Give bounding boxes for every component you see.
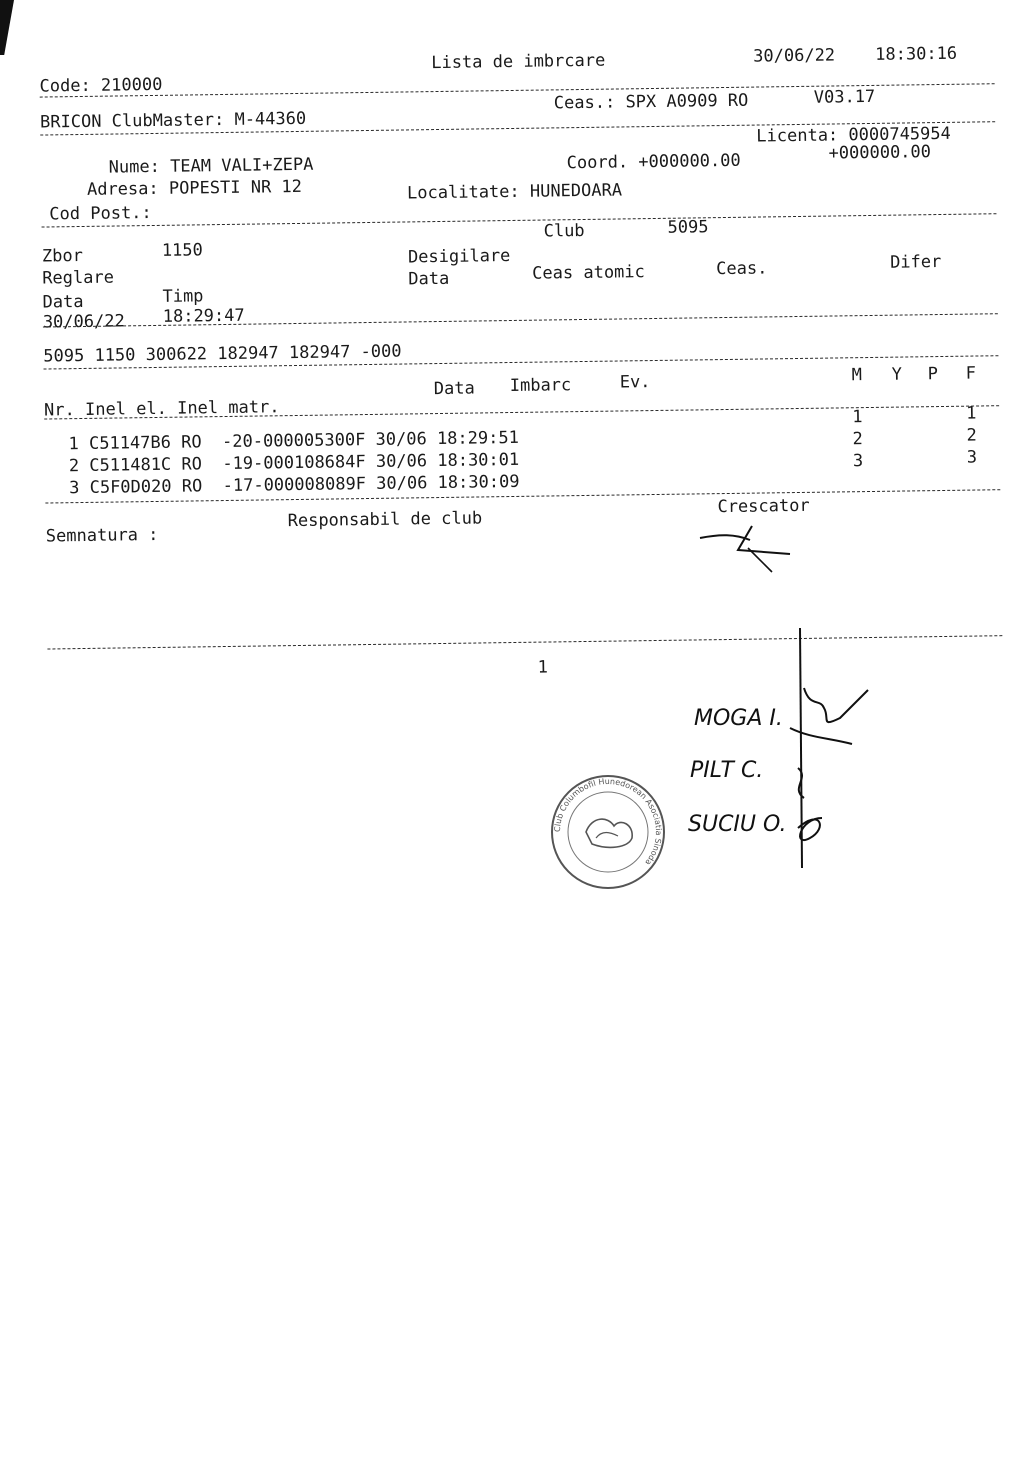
flight-label: Zbor [41,245,84,267]
row-f: 1 [966,403,977,424]
club-responsible-label: Responsabil de club [287,508,483,532]
breeder-label: Crescator [717,495,810,518]
coordinates: Coord. +000000.00 [566,150,741,174]
column-ring: Nr. Inel el. Inel matr. [43,397,280,421]
column-ev: Ev. [619,372,651,393]
row-f: 3 [966,447,978,468]
row-m: 2 [852,429,863,450]
adjust-label: Reglare [42,267,115,289]
clubmaster-field: BRICON ClubMaster: M-44360 [39,108,307,133]
handwritten-name-1: MOGA I. [694,706,783,731]
row-entry: 3 C5F0D020 RO -17-000008089F 30/06 18:30:09 [69,471,520,499]
license-field: Licenta: 0000745954 [756,123,951,147]
row-entry: 2 C511481C RO -19-000108684F 30/06 18:30:01 [68,449,520,477]
print-time: 18:30:16 [875,43,958,65]
coordinates-second: +000000.00 [828,142,932,164]
unseal-label: Desigilare [407,246,511,268]
handwritten-name-3: SUCIU O. [688,812,787,837]
stamp-text: Club Columbofil Hunedorean Asociatia Sinoda [552,776,664,867]
club-value: 5095 [667,217,709,238]
handwritten-name-2: PILT C. [690,758,764,783]
page-number: 1 [537,657,549,678]
locality: Localitate: HUNEDOARA [406,180,623,204]
clock-label: Ceas. [716,258,768,280]
owner-address: Adresa: POPESTI NR 12 [86,176,303,200]
difference-label: Difer [889,251,942,273]
code-line: 5095 1150 300622 182947 182947 -000 [43,341,402,367]
column-f: F [965,363,977,384]
column-boarding: Imbarc [509,375,572,397]
club-label: Club [543,220,585,242]
row-m: 1 [852,407,863,428]
column-m: M [851,365,863,386]
signature-label: Semnatura : [45,524,159,547]
postal-code: Cod Post.: [49,203,152,225]
print-date: 30/06/22 [753,45,836,67]
clock-field: Ceas.: SPX A0909 RO [553,90,749,114]
atomic-clock-label: Ceas atomic [532,262,645,284]
flight-value: 1150 [161,240,203,261]
row-f: 2 [966,425,977,446]
document-title: Lista de imbrcare [431,50,606,74]
club-stamp-icon [548,772,668,892]
date-label: Data [42,291,84,313]
version-field: V03.17 [813,86,876,108]
breeder-signature-icon [690,520,810,580]
unseal-date-label: Data [408,268,450,290]
adjust-date: 30/06/22 [42,311,125,333]
adjust-time: 18:29:47 [162,305,245,327]
signature-scribbles-icon [780,628,880,888]
owner-name: Nume: TEAM VALI+ZEPA [108,154,314,178]
column-p: P [927,364,939,385]
row-m: 3 [852,451,864,472]
row-entry: 1 C51147B6 RO -20-000005300F 30/06 18:29:51 [68,427,520,455]
column-date: Data [433,378,475,400]
code-field: Code: 210000 [39,74,163,97]
column-y: Y [891,364,903,385]
time-label: Timp [162,286,204,307]
divider [42,213,997,227]
